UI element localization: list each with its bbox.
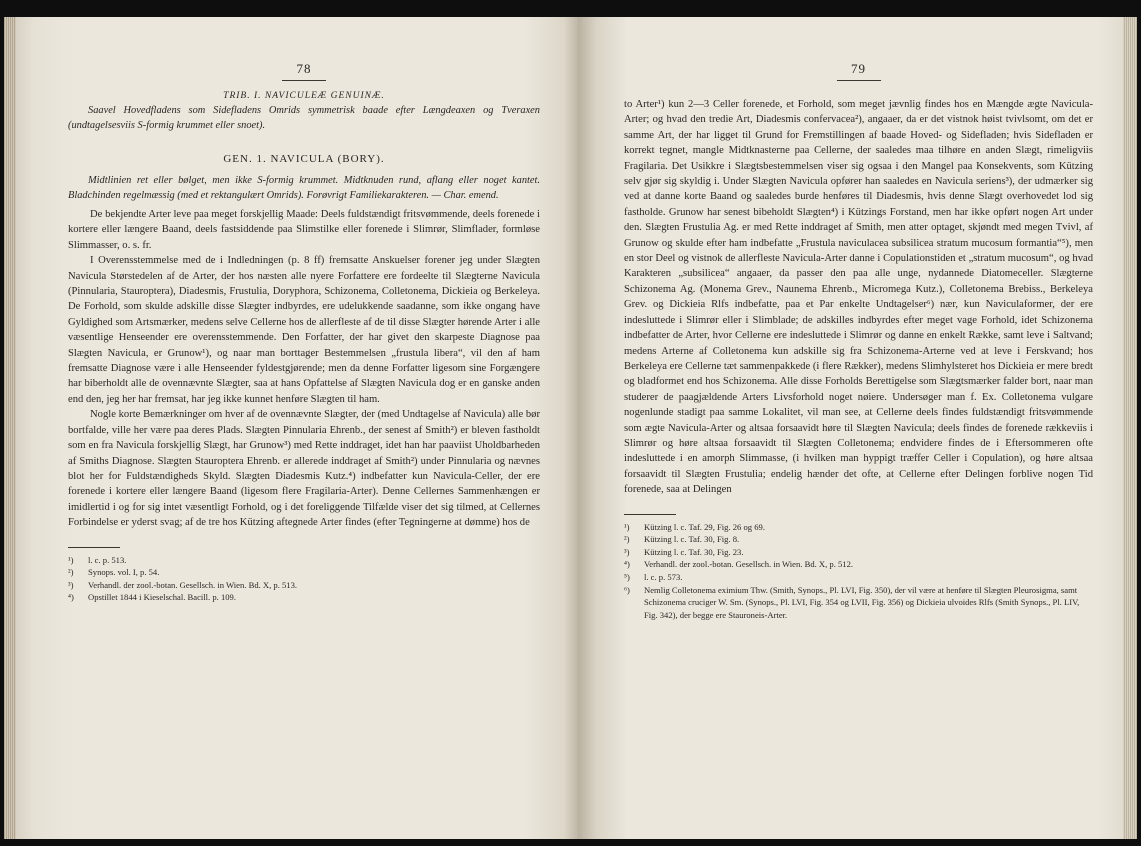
footnote: [624, 558, 1093, 571]
footnote: [624, 521, 1093, 534]
footnote-mark: ³): [624, 546, 630, 557]
tribe-heading: TRIB. I. NAVICULEÆ GENUINÆ.: [223, 91, 385, 101]
footnote: [624, 546, 1093, 559]
genus-description: Midtlinien ret eller bølget, men ikke S-formig krummet. Midtknuden rund, aflang eller noget kantet. Bladchinden regelmæssig (med et rektangulært Omrids). Forøvrigt Familiekarakteren. — Char. emend.: [68, 175, 540, 201]
footnote-mark: ³): [68, 579, 74, 590]
footnote: [624, 584, 1093, 622]
footnote-text: l. c. p. 513.: [88, 554, 127, 565]
footnote: [68, 579, 540, 592]
footnote-mark: ¹): [624, 521, 630, 532]
footnote-text: Kützing l. c. Taf. 29, Fig. 26 og 69.: [644, 521, 765, 532]
footnote-mark: ²): [624, 534, 630, 545]
footnote: [68, 566, 540, 579]
footnote: [68, 554, 540, 567]
paragraph: to Arter¹) kun 2—3 Celler forenede, et Forhold, som meget jævnlig findes hos en Mængde ægte Navicula-Arter; og hvad den tredie Art, Diadesmis confervacea²), angaaer, da er det vistnok høist tvivlsomt, om det er samme Art, der har ligget til Grund for Fremstillingen af baade Hoved- og Sidefladen; hvis Sidefladen er korrekt tegnet, mangle Midtknasterne paa Cellerne, der saaledes maa tilhøre en anden Slægt, rimeligviis Fragilaria. Det Usikkre i Slægtsbestemmelsen viser sig ogsaa i den Mangel paa Konsekvents, som Kützing selv gjør sig skyldig i. Under Slægten Navicula opfører han saaledes en Navicula seriens³), der udmærker sig ved at danne korte Baand og saaledes burde henføres til Diadesmis, hvis denne Slægt overhovedet lod sig fastholde. Grunow har senest bibeholdt Slægten⁴) i Kützings Forstand, men har ikke opført nogen Art under den. Slægten Frustulia Ag. er med Rette inddraget af Smith, men atter optaget, skjøndt med megen Tvivl, af Grunow og skulde efter ham indbefatte „Frustula naviculacea subsilicea stratum mucosum formantia“⁵), men en stor Deel og vistnok de allerfleste Navicula-Arter danne i Copulationstiden et „stratum mucosum“, og hvad Karakteren „subsilicea“ angaaer, da passer den paa alle unge, nydannede Diatomeceller. Slægterne Schizonema Ag. (Monema Grev., Naunema Ehrenb., Micromega Kutz.), Colletonema Brebiss., Berkeleya Grev. og Dickieia Rlfs indbefatte, paa et Par enkelte Undtagelser⁶) nær, kun Naviculaformer, der ere indesluttede i Slimrør eller i Slimblade; de adskilles indbyrdes efter meget vage Forhold, idet Schizonema indbefatter de Arter, hvor Cellerne ere indesluttede i Slimrør og danne en enkelt Række, samt leve i Saltvand; medens Arterne af Colletonema kun adskille sig fra Schizonema-Arterne ved at leve i Ferskvand; hos Berkeleya ere Cellerne tæt sammenpakkede (i flere Rækker), medens Slimhylsteret hos Dickieia er mere bredt og bladformet end hos Schizonema. Alle disse Forholds Berettigelse som Slægtsmærker falder bort, naar man studerer de paagjældende Arters Livsforhold noget nøiere. Undersøger man f. Ex. Colletonema vulgare nogenlunde stadigt paa samme Lokalitet, vil man see, at Cellerne deels findes fuldstændigt fritsvømmende som ægte Navicula-Arter og altsaa forsaavidt høre til Slægten Navicula; deels findes de forenede rækkeviis i Slimrør og høre altsaa forsaavidt til Slægten Colletonema; endvidere findes de i Eftersommeren ofte indesluttede i en amorph Slimmasse, (i hvilken man hyppigt træffer Celler i Copulation), og høre altsaa forsaavidt til Slægten Frustulia; endelig hænder det ofte, at Cellerne efter Delingen forblive nogen Tid forenede, saa at Delingen: [624, 99, 1093, 496]
right-body: [624, 97, 1093, 498]
footnote-mark: ⁶): [624, 584, 630, 595]
tribe-description: Saavel Hovedfladens som Sidefladens Omrids symmetrisk baade efter Længdeaxen og Tveraxen (undtagelsesviis S-formig krummet eller snoet).: [68, 105, 540, 131]
footnote-text: Synops. vol. I, p. 54.: [88, 567, 160, 578]
footnote-text: Verhandl. der zool.-botan. Gesellsch. in Wien. Bd. X, p. 512.: [644, 559, 854, 570]
paragraph: De bekjendte Arter leve paa meget forskjellig Maade: Deels fuldstændigt fritsvømmende, deels forenede i kortere eller længere Baand, deels fastsiddende paa Slimstilke eller forenede i Slimrør, Slimflader, formløse Slimmasser, o. s. fr.: [68, 209, 540, 251]
footnote-rule: [68, 547, 120, 548]
book-spread: [4, 17, 1137, 839]
genus-heading: GEN. 1. NAVICULA (BORY).: [223, 153, 385, 165]
footnote-text: Opstillet 1844 i Kieselschal. Bacill. p. 109.: [88, 592, 236, 603]
footnote-text: Kützing l. c. Taf. 30, Fig. 8.: [644, 534, 740, 545]
footnote-mark: ²): [68, 567, 74, 578]
page-number-rule: [837, 80, 881, 81]
page-number-left: 78: [296, 61, 312, 76]
paragraph: I Overensstemmelse med de i Indledningen (p. 8 ff) fremsatte Anskuelser forener jeg under Slægten Navicula Størstedelen af de Arter, der hos næsten alle nyere Forfattere ere fordeelte til Slægterne Navicula (Pinnularia, Stauroptera), Diadesmis, Frustulia, Doryphora, Schizonema, Colletonema, Dickieia og Berkeleya. De Forhold, som skulde adskille disse Slægter indbyrdes, ere udelukkende saadanne, som ikke ongang have Gyldighed som Artsmærker, medens selve Cellerne hos de allerfleste af de til disse Slægter hørende Arter i alle væsentlige Henseender ere overensstemmende. Den Forfatter, der har givet den skarpeste Diagnose paa Slægten Navicula, er Grunow¹), og naar man borttager Bestemmelsen „frustula libera“, vil den af ham fremsatte Diagnose være i alle Henseender fyldestgjørende; men da denne Forfatter ligesom sine Forgængere har biberholdt alle de ovennævnte Slægter, saa at hans Opfattelse af Slægten Navicula dog er en ganske anden end den, jeg her har fremsat, har jeg ikke kunnet henføre Slægten til ham.: [68, 255, 540, 405]
page-number-rule: [282, 80, 326, 81]
footnote-text: Kützing l. c. Taf. 30, Fig. 23.: [644, 546, 744, 557]
footnote-mark: ¹): [68, 554, 74, 565]
footnote: [624, 533, 1093, 546]
page-number-right: 79: [851, 61, 866, 76]
footnote-mark: ⁴): [624, 559, 630, 570]
footnote-mark: ⁴): [68, 592, 74, 603]
footnote-text: l. c. p. 573.: [644, 571, 683, 582]
footnote: [68, 591, 540, 604]
footnote-mark: ⁵): [624, 571, 630, 582]
footnote-rule: [624, 514, 676, 515]
footnotes-right: [624, 521, 1093, 622]
footnote-text: Verhandl. der zool.-botan. Gesellsch. in Wien. Bd. X, p. 513.: [88, 579, 298, 590]
paragraph: Nogle korte Bemærkninger om hver af de ovennævnte Slægter, der (med Undtagelse af Navicula) alle bør bortfalde, ville her være paa deres Plads. Slægten Pinnularia Ehrenb., der senest af Smith²) er bleven fastholdt som en fra Navicula forskjellig Slægt, har Grunow³) med Rette inddraget, idet han har paaviist Uholdbarheden af Smiths Diagnose. Slægten Stauroptera Ehrenb. er allerede inddraget af Smith²) under Pinnularia og nævnes blot her for Fuldstændigheds Skyld. Slægten Diadesmis Kutz.⁴) indbefatter kun Navicula-Celler, der ere forenede i kortere eller længere Baand (ligesom flere Fragilaria-Arter). Denne Cellernes Sammenhængen er imidlertid i og for sig intet væsentligt Forhold, og i det foreliggende Tilfælde viser det sig tilmed, at Cellernes Forbindelse er yderst svag; af de tre hos Kützing aftegnede Arter findes (efter Tegningerne at dømme) hos de: [68, 409, 540, 529]
footnote-text: Nemlig Colletonema eximium Thw. (Smith, Synops., Pl. LVI, Fig. 350), der vil være at henføre til Slægten Pleurosigma, samt Schizonema cruciger W. Sm. (Synops., Pl. LVI, Fig. 354 og LVII, Fig. 356) og Dickieia ulvoides Rlfs (Smith Synops., Pl. LIV, Fig. 342), der begge ere Stauroneis-Arter.: [644, 584, 1080, 620]
footnote: [624, 571, 1093, 584]
footnotes-left: [68, 554, 540, 604]
right-page: [578, 17, 1137, 839]
left-page: [4, 17, 578, 839]
